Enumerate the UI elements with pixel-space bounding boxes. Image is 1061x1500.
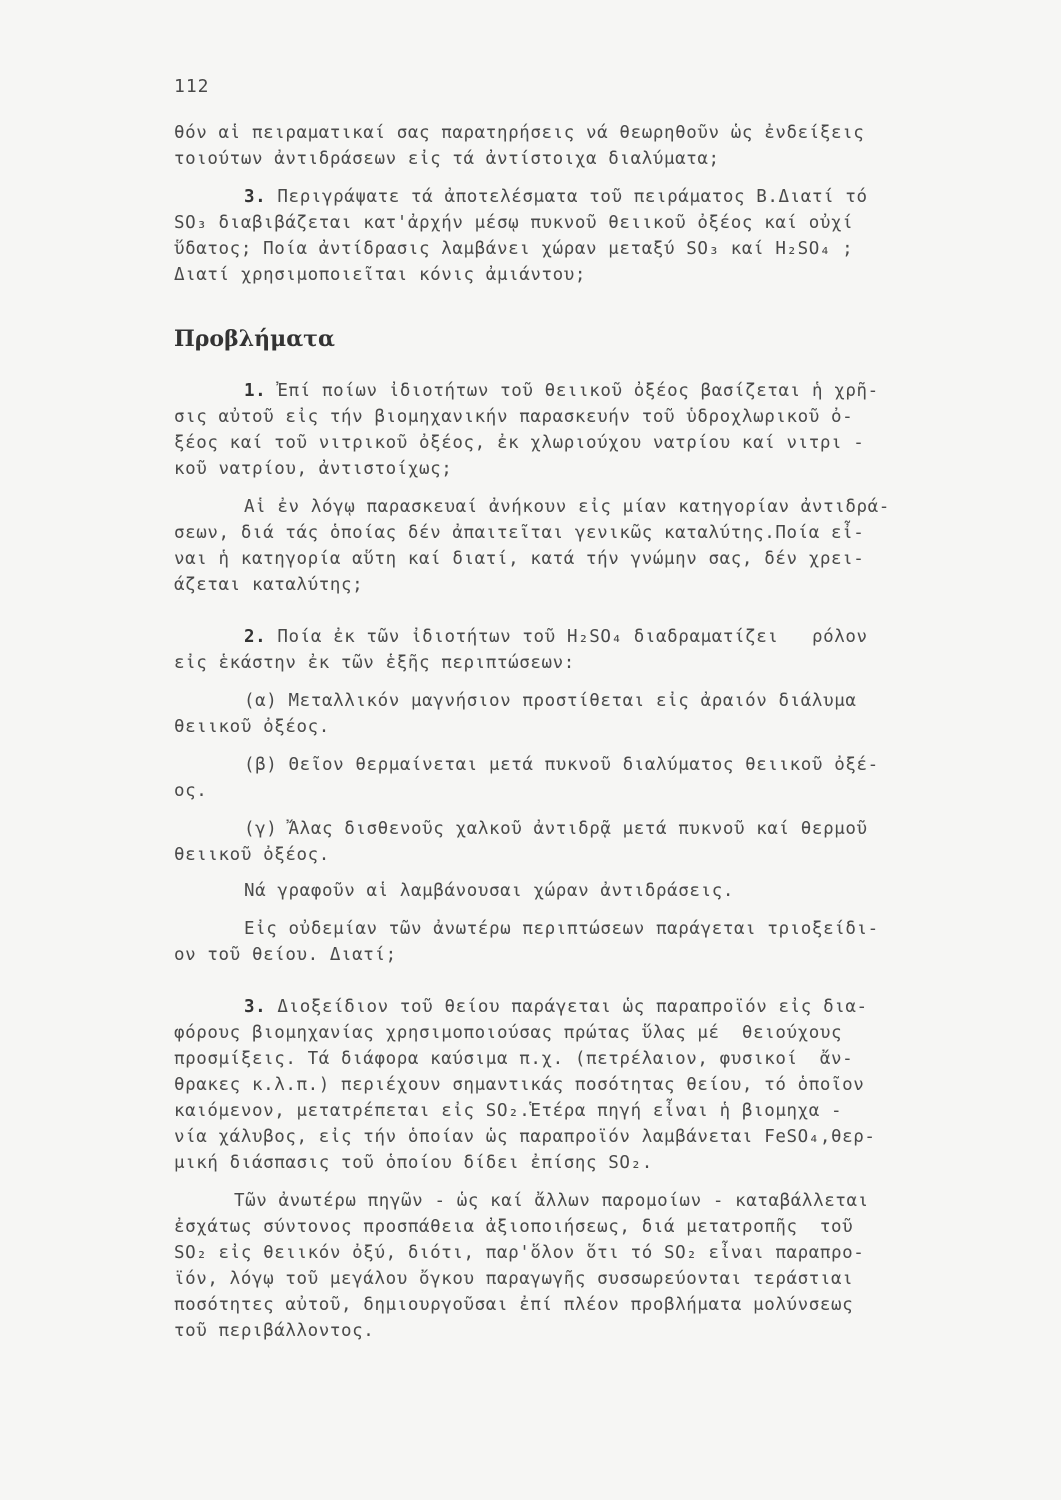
line-text: τοιούτων ἀντιδράσεων εἰς τά ἀντίστοιχα διαλύματα; [174,149,720,169]
text-line [244,996,868,1018]
text-line [174,1048,853,1070]
line-text: (γ) Ἄλας δισθενοῦς χαλκοῦ ἀντιδρᾷ μετά πυκνοῦ καί θερμοῦ [244,819,868,839]
line-text: νία χάλυβος, εἰς τήν ὁποίαν ὡς παραπροϊόν λαμβάνεται FeSO₄,θερ- [174,1127,876,1147]
text-line [244,754,879,776]
line-text: ος. [174,781,208,801]
line-text: (α) Μεταλλικόν μαγνήσιον προστίθεται εἰς ἀραιόν διάλυμα [244,691,857,711]
text-line [174,1242,864,1264]
line-text: καιόμενον, μετατρέπεται εἰς SO₂.Ἑτέρα πηγή εἶναι ἡ βιομηχα - [174,1101,843,1121]
line-text: κοῦ νατρίου, ἀντιστοίχως; [174,459,453,479]
text-line [174,1268,853,1290]
line-text: προσμίξεις. Τά διάφορα καύσιμα π.χ. (πετρέλαιον, φυσικοί ἄν- [174,1049,854,1069]
line-text: θειικοῦ ὀξέος. [174,717,330,737]
line-text: ὕδατος; Ποία ἀντίδρασις λαμβάνει χώραν μεταξύ SO₃ καί H₂SO₄ ; [174,239,854,259]
text-line [174,212,853,234]
line-text: ξέος καί τοῦ νιτρικοῦ ὀξέος, ἐκ χλωριούχου νατρίου καί νιτρι - [174,433,865,453]
line-text: ϊόν, λόγῳ τοῦ μεγάλου ὄγκου παραγωγῆς συσσωρεύονται τεράστιαι [174,1269,854,1289]
line-text: εἰς ἑκάστην ἐκ τῶν ἑξῆς περιπτώσεων: [174,653,575,673]
line-text: SO₃ διαβιβάζεται κατ'ἀρχήν μέσῳ πυκνοῦ θειικοῦ ὀξέος καί οὐχί [174,213,854,233]
line-text: Αἱ ἐν λόγῳ παρασκευαί ἀνήκουν εἰς μίαν κατηγορίαν ἀντιδρά- [244,497,890,517]
line-text: Ποία ἐκ τῶν ἰδιοτήτων τοῦ H₂SO₄ διαδραματίζει ρόλον [266,627,868,647]
question-number: 2. [244,627,267,647]
line-text: SO₂ εἰς θειικόν ὀξύ, διότι, παρ'ὅλον ὅτι τό SO₂ εἶναι παραπρο- [174,1243,865,1263]
line-text: τοῦ περιβάλλοντος. [174,1321,375,1341]
line-text: σεων, διά τάς ὁποίας δέν ἀπαιτεῖται γενικῶς καταλύτης.Ποία εἶ- [174,523,865,543]
text-line [174,1100,842,1122]
text-line [244,690,856,712]
text-line [174,1320,374,1342]
line-text: ον τοῦ θείου. Διατί; [174,945,397,965]
text-line [174,522,864,544]
text-line [244,918,879,940]
question-number: 1. [244,381,267,401]
line-text: θρακες κ.λ.π.) περιέχουν σημαντικάς ποσότητας θείου, τό ὁποῖον [174,1075,865,1095]
line-text: άζεται καταλύτης; [174,575,364,595]
page-number: 112 [174,76,210,97]
text-line [174,1022,842,1044]
line-text: ἐσχάτως σύντονος προσπάθεια ἀξιοποιήσεως, διά μετατροπῆς τοῦ [174,1217,854,1237]
text-line [244,626,868,648]
line-text: (β) Θεῖον θερμαίνεται μετά πυκνοῦ διαλύματος θειικοῦ ὀξέ- [244,755,879,775]
text-line [174,574,363,596]
line-text: σις αὐτοῦ εἰς τήν βιομηχανικήν παρασκευήν τοῦ ὑδροχλωρικοῦ ὀ- [174,407,854,427]
text-line [244,880,734,902]
text-line [174,148,720,170]
line-text: φόρους βιομηχανίας χρησιμοποιούσας πρώτας ὕλας μέ θειούχους [174,1023,843,1043]
line-text: Περιγράψατε τά ἀποτελέσματα τοῦ πειράματος Β.Διατί τό [266,187,868,207]
line-text: Εἰς οὐδεμίαν τῶν ἀνωτέρω περιπτώσεων παράγεται τριοξείδι- [244,919,879,939]
text-line [174,548,864,570]
line-text: θόν αἱ πειραματικαί σας παρατηρήσεις νά θεωρηθοῦν ὡς ἐνδείξεις [174,123,865,143]
text-line [174,1074,864,1096]
line-text: θειικοῦ ὀξέος. [174,845,330,865]
text-line [174,264,586,286]
text-line [174,1216,853,1238]
text-line [174,406,853,428]
text-line [244,496,890,518]
text-line [244,818,868,840]
text-line [244,186,868,208]
text-line [174,780,207,802]
text-line [174,122,864,144]
line-text: Τῶν ἀνωτέρω πηγῶν - ὡς καί ἄλλων παρομοίων - καταβάλλεται [234,1191,869,1211]
text-line [174,1126,876,1148]
question-number: 3. [244,997,267,1017]
text-line [174,238,853,260]
text-line [174,432,864,454]
line-text: Ἐπί ποίων ἰδιοτήτων τοῦ θειικοῦ ὀξέος βασίζεται ἡ χρῆ- [266,381,879,401]
line-text: Διοξείδιον τοῦ θείου παράγεται ὡς παραπροϊόν εἰς δια- [266,997,868,1017]
line-text: ποσότητες αὐτοῦ, δημιουργοῦσαι ἐπί πλέον προβλήματα μολύνσεως [174,1295,854,1315]
text-line [234,1190,869,1212]
line-text: μική διάσπασις τοῦ ὁποίου δίδει ἐπίσης SO₂. [174,1153,653,1173]
text-line [174,716,330,738]
question-number: 3. [244,187,267,207]
text-line [244,380,879,402]
text-line [174,1152,653,1174]
line-text: ναι ἡ κατηγορία αὕτη καί διατί, κατά τήν γνώμην σας, δέν χρει- [174,549,865,569]
line-text: Διατί χρησιμοποιεῖται κόνις ἀμιάντου; [174,265,587,285]
text-line [174,652,575,674]
section-heading: Προβλήματα [174,326,335,352]
text-line [174,1294,853,1316]
text-line [174,844,330,866]
text-line [174,944,397,966]
text-line [174,458,452,480]
line-text: Νά γραφοῦν αἱ λαμβάνουσαι χώραν ἀντιδράσεις. [244,881,734,901]
